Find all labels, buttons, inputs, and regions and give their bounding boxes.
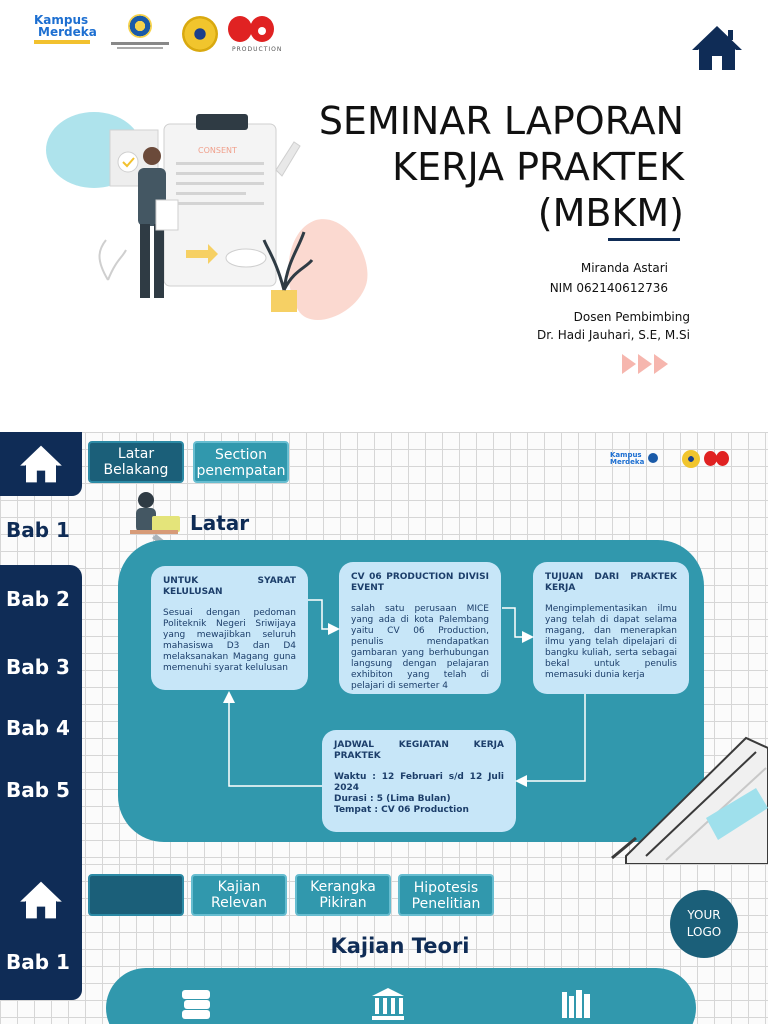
home-button[interactable] bbox=[0, 872, 82, 928]
box-syarat-kelulusan: UNTUK SYARAT KELULUSAN Sesuai dengan pedoman Politeknik Negeri Sriwijaya yang mewajibkan seluruh mahasiswa D3 dan D4 melaksanakan Magang guna memenuhi syarat kelulusan bbox=[151, 566, 308, 690]
nav-bab-1[interactable]: Bab 1 bbox=[6, 950, 70, 974]
tab-section-penempatan[interactable]: Section penempatan bbox=[193, 441, 289, 483]
nav-panel bbox=[0, 864, 82, 1000]
tab-active[interactable] bbox=[88, 874, 184, 916]
tab-hipotesis-penelitian[interactable]: Hipotesis Penelitian bbox=[398, 874, 494, 916]
tab-kajian-relevan[interactable]: Kajian Relevan bbox=[191, 874, 287, 916]
section-title: Kajian Teori bbox=[330, 934, 470, 958]
title-line-1: SEMINAR LAPORAN bbox=[318, 99, 684, 143]
institution-icon bbox=[370, 988, 406, 1022]
kemendikbud-logo bbox=[108, 14, 172, 54]
kampus-merdeka-logo-line2: Merdeka bbox=[38, 25, 97, 39]
open-book-illustration bbox=[606, 728, 768, 864]
advisor-label: Dosen Pembimbing bbox=[573, 310, 690, 324]
06-production-logo bbox=[228, 14, 283, 54]
consent-caption: CONSENT bbox=[198, 146, 237, 155]
kampus-merdeka-logo-small: Kampus Merdeka bbox=[610, 451, 645, 466]
kajian-teori-slide bbox=[0, 864, 768, 1024]
box-cv-06-production: CV 06 PRODUCTION DIVISI EVENT salah satu perusaan MICE yang ada di kota Palembang yaitu CV 06 Production, penulis mendapatkan gambaran yang berhubungan langsung dengan pelajaran exhibiton yang telah di pelajari di semerter 4 bbox=[339, 562, 501, 694]
title-line-3: (MBKM) bbox=[537, 191, 684, 235]
title-underline bbox=[608, 238, 680, 241]
tab-latar-belakang[interactable]: Latar Belakang bbox=[88, 441, 184, 483]
home-icon bbox=[18, 880, 64, 920]
advisor-name: Dr. Hadi Jauhari, S.E, M.Si bbox=[537, 328, 690, 342]
student-info bbox=[480, 258, 668, 298]
title-line-2: KERJA PRAKTEK bbox=[392, 145, 684, 189]
nav-bab-3[interactable]: Bab 3 bbox=[6, 655, 70, 679]
polsri-logo bbox=[182, 16, 218, 52]
tab-kerangka-pikiran[interactable]: Kerangka Pikiran bbox=[295, 874, 391, 916]
logo-placeholder: YOUR LOGO bbox=[670, 890, 738, 958]
latar-belakang-slide bbox=[0, 432, 768, 864]
chevrons-decoration bbox=[622, 354, 670, 374]
kampus-merdeka-logo bbox=[34, 14, 98, 54]
production-caption: PRODUCTION bbox=[232, 46, 283, 53]
kampus-merdeka-logo-line1: Kampus bbox=[34, 13, 89, 27]
nav-bab-1[interactable]: Bab 1 bbox=[6, 518, 70, 542]
nav-bab-4[interactable]: Bab 4 bbox=[6, 716, 70, 740]
home-icon[interactable] bbox=[690, 24, 744, 72]
nav-bab-5[interactable]: Bab 5 bbox=[6, 778, 70, 802]
books-icon bbox=[178, 988, 214, 1022]
partner-logos bbox=[34, 13, 283, 54]
box-jadwal-kegiatan: JADWAL KEGIATAN KERJA PRAKTEK Waktu : 12 Februari s/d 12 Juli 2024 Durasi : 5 (Lima Bulan) Tempat : CV 06 Production bbox=[322, 730, 516, 832]
student-name: Miranda Astari bbox=[580, 261, 668, 275]
box-tujuan-praktek-kerja: TUJUAN DARI PRAKTEK KERJA Mengimplementasikan ilmu yang telah di dapat selama magang, dan menerapkan ilmu yang telah dipelajari di bangku kuliah, serta sebagai bekal untuk penulis memasuki dunia kerja bbox=[533, 562, 689, 694]
title-slide bbox=[0, 0, 768, 432]
section-title: Latar bbox=[190, 511, 250, 535]
advisor-info bbox=[480, 308, 690, 344]
library-icon bbox=[558, 988, 594, 1022]
nav-bab-2[interactable]: Bab 2 bbox=[6, 587, 70, 611]
presentation-title bbox=[300, 98, 684, 236]
student-nim: NIM 062140612736 bbox=[549, 281, 668, 295]
